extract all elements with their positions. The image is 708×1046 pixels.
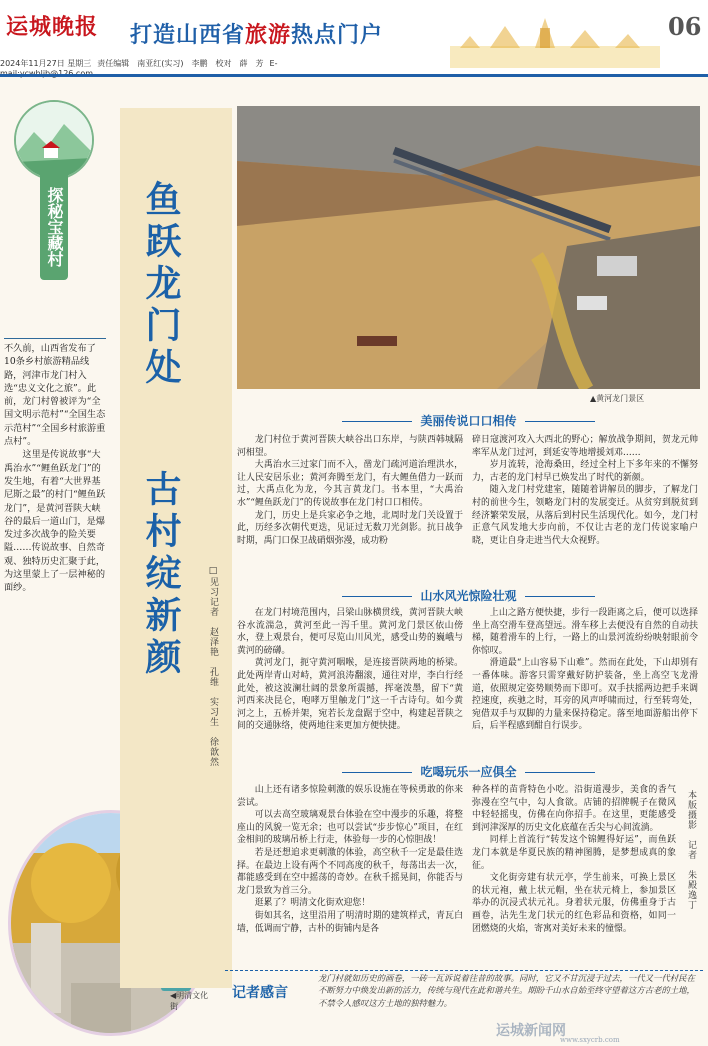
paragraph: 逛累了？明清文化街欢迎您！ bbox=[254, 898, 371, 909]
contact-email: E- bbox=[269, 59, 278, 68]
paragraph: 黄河龙门，扼守黄河咽喉，是连接晋陕两地的桥梁。此处两岸青山对峙，黄河浪涛翻滚，通往对岸，李白行经此处，被这波澜壮阔的景象所震撼，挥毫泼墨，留下“黄河西来决昆仑，咆哮万里触龙门”这一千古诗句。如今黄河之上，五桥并架，宛若长龙盘踞于空中，构建起晋陕之间的交通脉络，使两地往来更加方便快捷。 bbox=[237, 658, 463, 732]
section3-column-a bbox=[237, 784, 463, 935]
issue-info-bar bbox=[0, 58, 330, 74]
section-heading-legends: 美丽传说口口相传 bbox=[237, 412, 700, 430]
paragraph: 街如其名，这里沿用了明清时期的建筑样式，青瓦白墙，低调而宁静，古朴的街铺内是各 bbox=[237, 910, 463, 934]
section2-column-b bbox=[472, 607, 698, 733]
culture-street-caption: ◀明清文化街 bbox=[170, 991, 209, 1011]
paragraph: 同样上首流行“转发这个锦鲤得好运”，而鱼跃龙门本就是华夏民族的精神图腾，是梦想成真的象征。 bbox=[472, 835, 676, 871]
paragraph: 山上还有诸多惊险刺激的娱乐设施在等候勇敢的你来尝试。 bbox=[237, 785, 463, 808]
scenic-photo-caption: ▲黄河龙门景区 bbox=[590, 394, 645, 403]
paragraph: 滑道最“上山容易下山难”。然而在此处，下山却别有一番体味。游客只需穿戴好防护装备，坐上高空飞龙滑道，依照规定姿势顺势而下即可。双手扶摇两边把手来调控速度，疾驰之时，耳旁的风声呼啸而过，行至转弯处，宛借双手与双脚的力量来保持稳定。落至地面游船出停下后，后半程感到酣自行误步。 bbox=[472, 658, 698, 732]
masthead-rule bbox=[0, 74, 708, 77]
mountain-village-icon bbox=[16, 102, 92, 178]
section3-column-b bbox=[472, 784, 676, 935]
paragraph: 在龙门村境范围内，吕梁山脉横贯线，黄河晋陕大峡谷水流湍急，黄河至此一泻千里。黄河龙门景区依山傍水，登上观景台，便可尽览山川风光，感受山势的巍峨与黄河的磅礴。 bbox=[237, 608, 463, 656]
column-emblem bbox=[14, 100, 94, 180]
yellow-river-bridge-illustration bbox=[237, 106, 700, 389]
section2-column-a bbox=[237, 607, 463, 733]
slogan-pre: 打造山西省 bbox=[130, 23, 246, 48]
sidebar-intro bbox=[4, 338, 106, 595]
paragraph: 碎日寇渡河攻入大西北的野心；解放战争期间，贺龙元帅率军从龙门过河，到延安等地增援刘邓…… bbox=[472, 435, 698, 458]
longmen-scenic-photo bbox=[237, 106, 700, 389]
headline-line2: 古村绽新颜 bbox=[140, 470, 181, 680]
slogan-post: 热点门户 bbox=[291, 23, 384, 48]
slogan-highlight: 旅游 bbox=[245, 23, 292, 48]
paragraph: 岁月流转，沧海桑田，经过全村上下多年来的不懈努力，古老的龙门村早已焕发出了时代的新颜。 bbox=[472, 460, 698, 483]
photo-credit: 本版摄影 记者 朱殿逸丁 bbox=[686, 790, 696, 910]
paragraph: 龙门，历史上是兵家必争之地，北周时龙门关设置于此，历经多次朝代更迭，见证过无数刀光剑影。抗日战争时期，禹门口保卫战硝烟弥漫，成功粉 bbox=[237, 510, 463, 546]
page-number: 06 bbox=[668, 12, 702, 41]
editor-credits: 责任编辑 南亚红(实习) 李鹏 校对 薛 芳 bbox=[97, 59, 264, 68]
paragraph: 龙门村位于黄河晋陕大峡谷出口东岸，与陕西韩城隔河相望。 bbox=[237, 435, 463, 458]
sidebar-paragraph: 不久前，山西省发布了10条乡村旅游精品线路，河津市龙门村入选“忠义文化之旅”。此前，龙门村曾被评为“全国文明示范村”“全国生态示范村”“全国乡村旅游重点村”。 bbox=[4, 343, 106, 448]
site-watermark: 运城新闻网 bbox=[496, 1023, 566, 1039]
paragraph: 随入龙门村党建室，随随着讲解员的脚步，了解龙门村的前世今生，领略龙门村的发展变迁。从贫穷到脱贫到经济繁荣发展，从落后到村民生活现代化。如今，龙门村正意气风发地大步向前，不仅让古老的龙门传说家喻户晓，更让自身走进当代大众视野。 bbox=[472, 485, 698, 546]
byline: □见习记者 赵泽艳 孔维 实习生 徐歆然 bbox=[208, 566, 218, 767]
site-watermark-url: www.sxycrb.com bbox=[560, 1036, 620, 1044]
paragraph: 文化街旁建有状元亭，学生前来，可换上景区的状元袍，戴上状元帽，坐在状元椅上，参加景区举办的沉浸式状元礼。身着状元服，仿佛重身于古画卷，沾先生龙门状元的红色彩品和资格，如同一团燃烧的火焰，寄寓对美好未来的憧憬。 bbox=[472, 873, 676, 934]
paragraph: 若是还想追求更刺激的体验，高空秋千一定是最佳选择。在最边上设有两个不同高度的秋千，每荡出去一次，都能感受到在空中摇荡的奇妙。在秋千摇晃间，你能否与龙门景致为首三分。 bbox=[237, 847, 463, 896]
newspaper-logo: 运城晚报 bbox=[6, 15, 99, 40]
page-slogan bbox=[130, 18, 383, 49]
issue-date: 2024年11月27日 星期三 bbox=[0, 59, 92, 68]
section-heading-scenery: 山水风光惊险壮观 bbox=[237, 587, 700, 605]
sidebar-paragraph: 这里是传说故事“大禹治水”“鲤鱼跃龙门”的发生地，有着“大世界基尼斯之最”的村门“鲤鱼跃龙门”，是黄河晋陕大峡谷的最后一道山门，是爆发过多次战争的险关要隘……传说故事、自然奇观、独特历史汇聚于此，为这里蒙上了一层神秘的面纱。 bbox=[4, 449, 106, 594]
section-heading-leisure: 吃喝玩乐一应俱全 bbox=[237, 763, 700, 781]
paragraph: 上山之路方便快捷，步行一段距离之后，便可以选择坐上高空滑车登高望远。滑车移上去便没有自然的自动扶梯，随着滑车的上行，一路上的山景河流纷纷映射眼前令你惊叹。 bbox=[472, 608, 698, 656]
reporter-note-title: 记者感言 bbox=[232, 985, 288, 1001]
section1-column-a bbox=[237, 434, 463, 547]
paragraph: 可以去高空玻璃观景台体验在空中漫步的乐趣，将整座山的风貌一览无余；也可以尝试“步步惊心”项目，在红金相间的玻璃吊桥上行走，体验每一步的心惊胆战！ bbox=[237, 810, 463, 846]
section1-column-b bbox=[472, 434, 698, 547]
paragraph: 大禹治水三过家门而不入，凿龙门疏河道治理洪水，让人民安居乐业；黄河奔腾至龙门，有大鲤鱼借力一跃而过，大禹点化为龙，今其言黄龙门。书本里，“大禹治水”“鲤鱼跃龙门”的传说故事在龙门村口口相传。 bbox=[237, 460, 463, 508]
paragraph: 种各样的苗背特色小吃。沿街道漫步，美食的香气弥漫在空气中，勾人食欲。店铺的招牌幌子在微风中轻轻摇曳，仿佛在向你招手。在这里，更能感受到河津深厚的历史文化底蕴在舌尖与心间流淌。 bbox=[472, 785, 676, 833]
headline-line1: 鱼跃龙门处 bbox=[140, 180, 181, 390]
reporter-note-text: 龙门村就如历史的画卷，一砖一瓦诉说着往昔的故事。同时，它又不甘沉浸于过去，一代又一代村民在不断努力中焕发出新的活力，传统与现代在此和谐共生。期盼千山水自始至终守望着这方古老的土地，不禁令人感叹这方土地的独特魅力。 bbox=[318, 973, 695, 1008]
column-tag: 探秘宝藏村 bbox=[40, 170, 68, 280]
city-skyline-graphic bbox=[450, 8, 660, 68]
